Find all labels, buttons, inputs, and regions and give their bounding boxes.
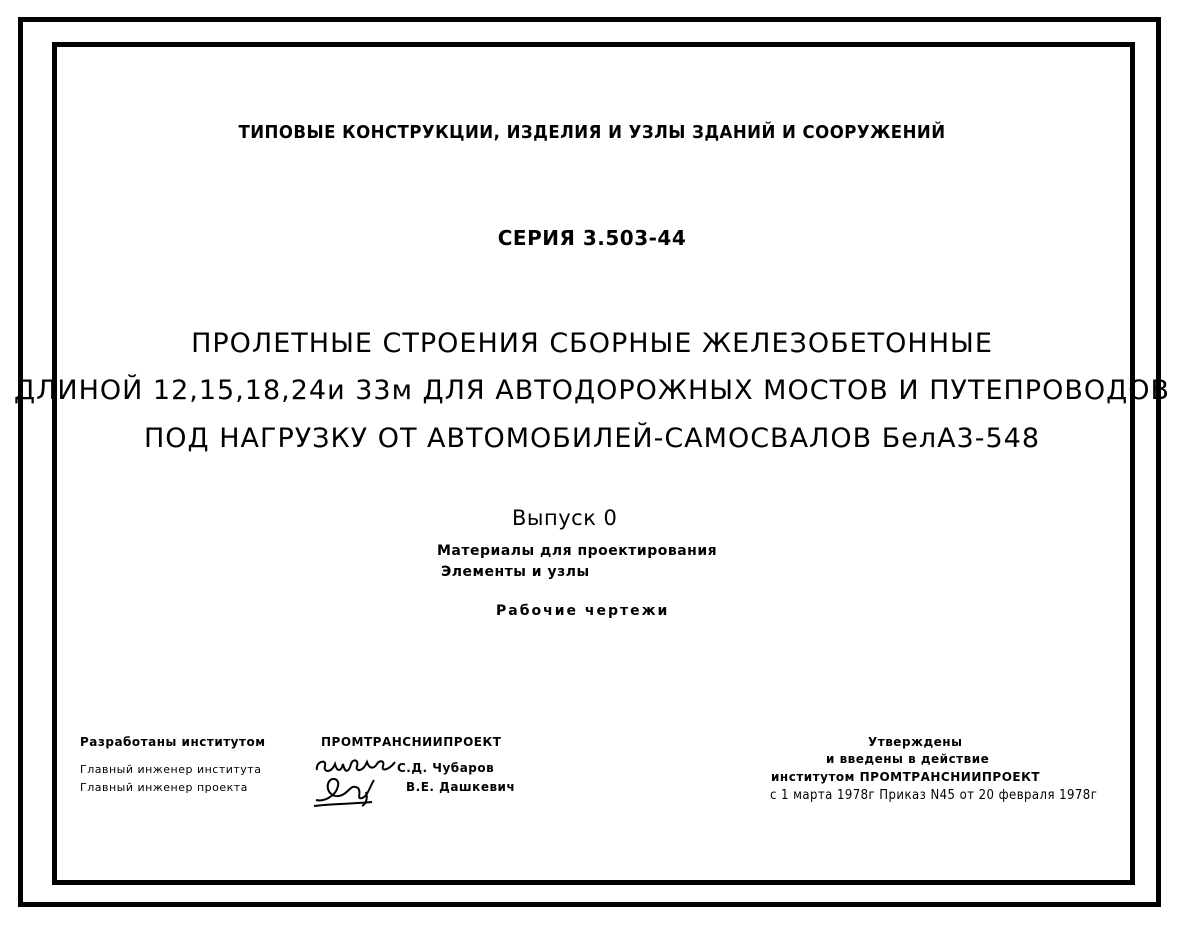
- title-line-2: ДЛИНОЙ 12,15,18,24и 33м ДЛЯ АВТОДОРОЖНЫХ МОСТОВ И ПУТЕПРОВОДОВ: [13, 375, 1170, 406]
- chief-engineer-project-name: В.Е. Дашкевич: [406, 780, 516, 794]
- approval-line-4: с 1 марта 1978г Приказ N45 от 20 февраля 1978г: [770, 788, 1098, 803]
- title-line-1: ПРОЛЕТНЫЕ СТРОЕНИЯ СБОРНЫЕ ЖЕЛЕЗОБЕТОННЫЕ: [191, 328, 993, 359]
- issue-label: Выпуск 0: [512, 506, 618, 530]
- chief-engineer-project-role: Главный инженер проекта: [80, 781, 248, 794]
- series-number: СЕРИЯ 3.503-44: [497, 226, 687, 250]
- drawings-label: Рабочие чертежи: [496, 603, 670, 619]
- approval-line-3: институтом ПРОМТРАНСНИИПРОЕКТ: [771, 770, 1041, 784]
- developer-institute: ПРОМТРАНСНИИПРОЕКТ: [321, 735, 502, 749]
- developer-label: Разработаны институтом: [80, 735, 266, 749]
- title-line-3: ПОД НАГРУЗКУ ОТ АВТОМОБИЛЕЙ-САМОСВАЛОВ БелА3-548: [143, 423, 1041, 454]
- chief-engineer-institute-name: С.Д. Чубаров: [397, 761, 495, 775]
- approval-line-1: Утверждены: [868, 735, 963, 749]
- approval-line-2: и введены в действие: [826, 752, 990, 766]
- series-heading: ТИПОВЫЕ КОНСТРУКЦИИ, ИЗДЕЛИЯ И УЗЛЫ ЗДАНИЙ И СООРУЖЕНИЙ: [238, 122, 946, 143]
- signature-dashkevich: [310, 772, 385, 808]
- chief-engineer-institute-role: Главный инженер института: [80, 763, 262, 776]
- materials-label: Материалы для проектирования: [437, 543, 718, 559]
- elements-label: Элементы и узлы: [441, 564, 590, 580]
